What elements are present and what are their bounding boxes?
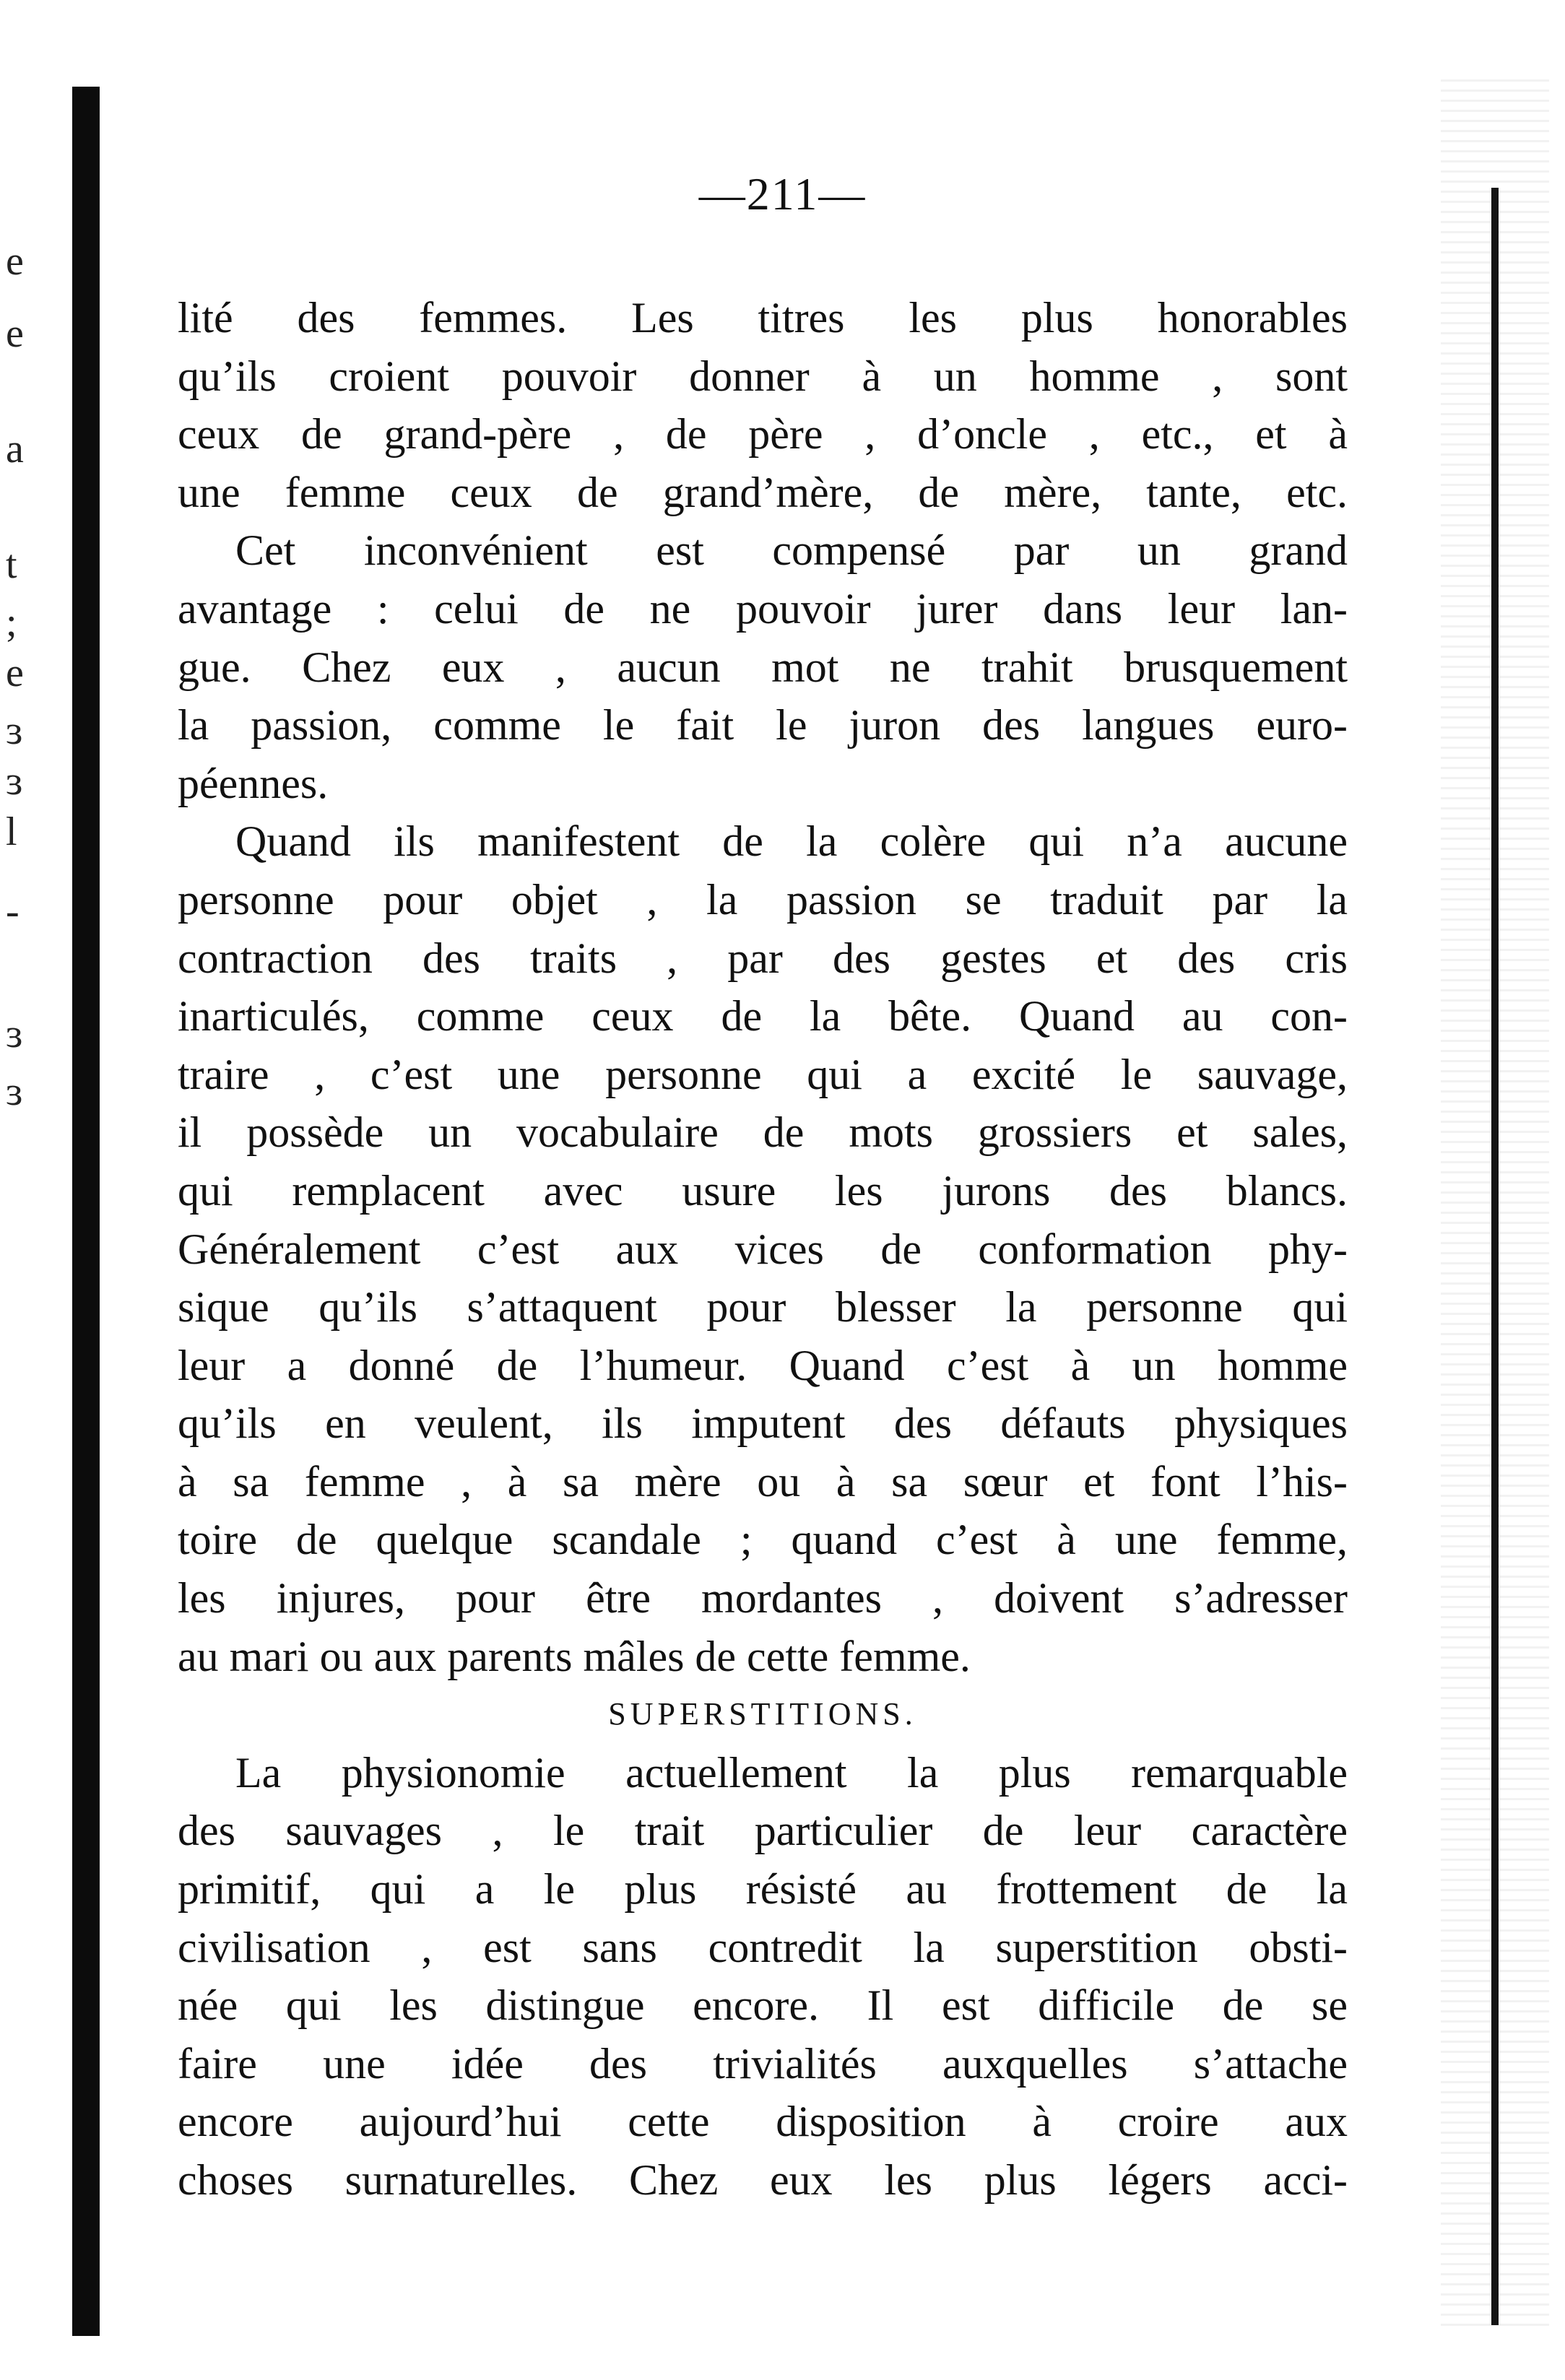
text-line: leur a donné de l’humeur. Quand c’est à un homme [178, 1341, 1348, 1389]
text-line: à sa femme , à sa mère ou à sa sœur et font l’his- [178, 1457, 1348, 1506]
text-line: contraction des traits , par des gestes et des cris [178, 934, 1348, 982]
text-line: avantage : celui de ne pouvoir jurer dans leur lan- [178, 584, 1348, 633]
text-line: il possède un vocabulaire de mots grossiers et sales, [178, 1108, 1348, 1157]
text-line: péennes. [178, 759, 329, 807]
text-line: inarticulés, comme ceux de la bête. Quand au con- [178, 992, 1348, 1041]
text-line: une femme ceux de grand’mère, de mère, tante, etc. [178, 468, 1348, 516]
gutter-fragment: ɜ [6, 1069, 23, 1114]
gutter-fragment: ɜ [6, 708, 23, 753]
gutter-fragment: ɜ [6, 759, 23, 804]
text-line: choses surnaturelles. Chez eux les plus légers acci- [178, 2156, 1348, 2204]
gutter-fragment: l [6, 809, 17, 854]
text-line: traire , c’est une personne qui a excité le sauvage, [178, 1050, 1348, 1098]
section-heading: SUPERSTITIONS. [608, 1696, 917, 1732]
text-line: Généralement c’est aux vices de conformation phy- [178, 1225, 1348, 1273]
text-line: au mari ou aux parents mâles de cette femme. [178, 1632, 971, 1680]
text-line: lité des femmes. Les titres les plus honorables [178, 294, 1348, 342]
text-line: encore aujourd’hui cette disposition à croire aux [178, 2098, 1348, 2146]
text-line: gue. Chez eux , aucun mot ne trahit brusquement [178, 643, 1348, 691]
text-line: Cet inconvénient est compensé par un grand [235, 526, 1348, 575]
left-gutter-fragments [0, 0, 65, 2380]
text-line: La physionomie actuellement la plus remarquable [235, 1748, 1348, 1797]
gutter-fragment: t [6, 542, 17, 587]
page-number: —211— [698, 168, 867, 220]
gutter-fragment: e [6, 651, 24, 695]
gutter-fragment: a [6, 427, 24, 472]
gutter-fragment: ; [6, 600, 17, 645]
text-line: Quand ils manifestent de la colère qui n’a aucune [235, 817, 1348, 866]
text-line: les injures, pour être mordantes , doivent s’adresser [178, 1574, 1348, 1623]
text-line: la passion, comme le fait le juron des langues euro- [178, 701, 1348, 750]
text-line: ceux de grand-père , de père , d’oncle , etc., et à [178, 410, 1348, 459]
text-line: primitif, qui a le plus résisté au frottement de la [178, 1865, 1348, 1914]
text-line: qui remplacent avec usure les jurons des blancs. [178, 1166, 1348, 1215]
page-edge-right [1441, 79, 1549, 2332]
text-line: personne pour objet , la passion se traduit par la [178, 875, 1348, 924]
page-edge-line [1491, 188, 1499, 2325]
text-line: qu’ils en veulent, ils imputent des défauts physiques [178, 1399, 1348, 1448]
binding-shadow-left [72, 87, 100, 2336]
gutter-fragment: ɜ [6, 1012, 23, 1056]
text-line: née qui les distingue encore. Il est difficile de se [178, 1981, 1348, 2030]
gutter-fragment: e [6, 311, 24, 356]
text-line: des sauvages , le trait particulier de leur caractère [178, 1807, 1348, 1855]
gutter-fragment: - [6, 889, 19, 934]
gutter-fragment: e [6, 239, 24, 284]
text-line: toire de quelque scandale ; quand c’est à une femme, [178, 1516, 1348, 1564]
text-line: qu’ils croient pouvoir donner à un homme , sont [178, 352, 1348, 400]
text-line: sique qu’ils s’attaquent pour blesser la personne qui [178, 1283, 1348, 1332]
body-text [178, 289, 1348, 2210]
text-line: faire une idée des trivialités auxquelles s’attache [178, 2039, 1348, 2088]
text-line: civilisation , est sans contredit la superstition obsti- [178, 1923, 1348, 1971]
